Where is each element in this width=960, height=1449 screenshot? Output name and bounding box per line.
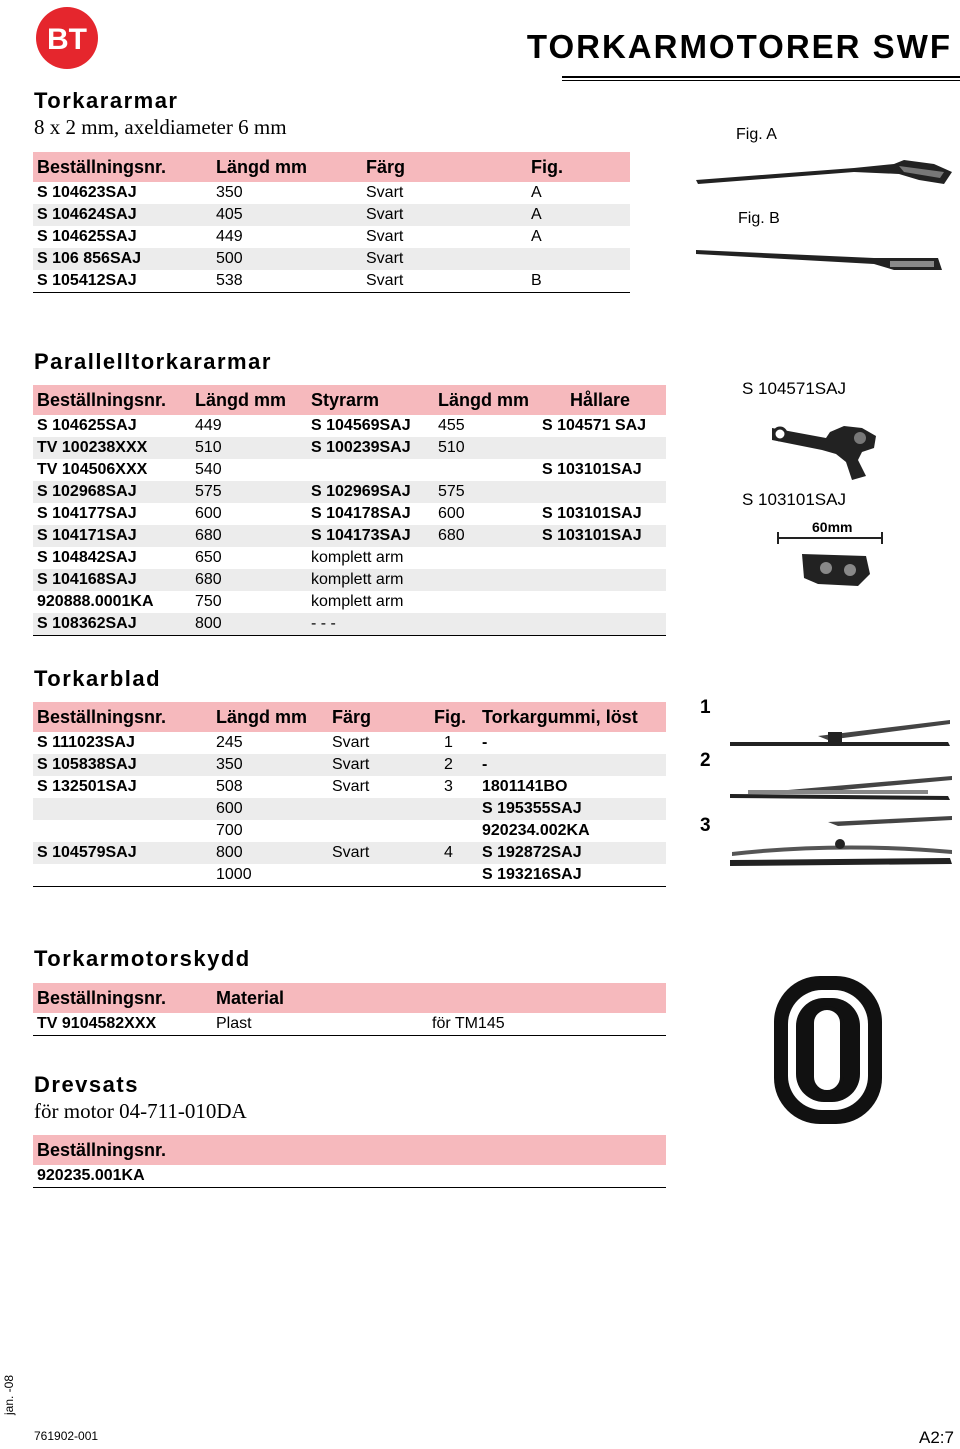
cell: - - - bbox=[307, 613, 434, 636]
header-rule bbox=[562, 76, 960, 78]
cell: S 108362SAJ bbox=[33, 613, 191, 636]
column-header: Hållare bbox=[538, 385, 666, 415]
cell bbox=[538, 569, 666, 591]
cell bbox=[538, 591, 666, 613]
cell: A bbox=[531, 228, 542, 245]
table-row bbox=[33, 1013, 666, 1036]
motor-cover-figure bbox=[766, 968, 890, 1132]
cell: S 193216SAJ bbox=[478, 864, 666, 887]
cell: 920234.002KA bbox=[482, 822, 590, 839]
column-header: Längd mm bbox=[212, 152, 362, 182]
column-header: Beställningsnr. bbox=[33, 385, 191, 415]
table-row bbox=[33, 248, 630, 270]
table-row bbox=[33, 503, 666, 525]
column-header: Längd mm bbox=[212, 702, 328, 732]
cell: 680 bbox=[434, 525, 538, 547]
wiper-blades-figure bbox=[728, 712, 958, 872]
cell: 575 bbox=[434, 481, 538, 503]
cell: 600 bbox=[212, 798, 328, 820]
blade-fig-number-2: 2 bbox=[700, 750, 711, 771]
cell: 650 bbox=[195, 549, 222, 566]
drevsats-subtitle: för motor 04-711-010DA bbox=[34, 1099, 247, 1123]
cell: S 104579SAJ bbox=[33, 842, 212, 864]
cell: för TM145 bbox=[428, 1013, 666, 1036]
cell: Svart bbox=[332, 734, 370, 751]
cell: 600 bbox=[195, 505, 222, 522]
cell: S 104624SAJ bbox=[33, 204, 212, 226]
cell bbox=[307, 459, 434, 481]
table-row bbox=[33, 754, 666, 776]
table-row bbox=[33, 864, 666, 887]
bt-logo bbox=[34, 6, 100, 70]
column-header: Färg bbox=[362, 152, 527, 182]
footer-doc-number: 761902-001 bbox=[34, 1429, 99, 1443]
parallell-table bbox=[33, 385, 666, 636]
cell: komplett arm bbox=[311, 593, 404, 610]
holder-fig-2 bbox=[774, 530, 888, 594]
table-row bbox=[33, 481, 666, 503]
cell: 800 bbox=[191, 613, 307, 636]
cell: 1801141BO bbox=[482, 778, 568, 795]
cell: S 104842SAJ bbox=[37, 549, 137, 566]
footer-date: jan. -08 bbox=[2, 1374, 16, 1416]
table-row bbox=[33, 820, 666, 842]
cell: S 192872SAJ bbox=[478, 842, 666, 864]
table-row bbox=[33, 798, 666, 820]
cell: Svart bbox=[366, 228, 404, 245]
cell: 510 bbox=[434, 437, 538, 459]
drevsats-title: Drevsats bbox=[34, 1072, 139, 1097]
cell bbox=[538, 613, 666, 636]
torkararmar-table bbox=[33, 152, 630, 293]
table-row bbox=[33, 842, 666, 864]
cell bbox=[33, 798, 212, 820]
cell: 700 bbox=[216, 822, 243, 839]
cell: S 104569SAJ bbox=[311, 417, 411, 434]
cell bbox=[527, 248, 630, 270]
cell bbox=[33, 864, 212, 887]
cell: 449 bbox=[216, 228, 243, 245]
column-header: Beställningsnr. bbox=[33, 983, 212, 1013]
cell: S 195355SAJ bbox=[478, 798, 666, 820]
table-header-row bbox=[33, 385, 666, 415]
cell: S 103101SAJ bbox=[538, 525, 666, 547]
cell bbox=[538, 481, 666, 503]
cell: 680 bbox=[191, 525, 307, 547]
table-row bbox=[33, 437, 666, 459]
table-row bbox=[33, 547, 666, 569]
cell bbox=[434, 569, 538, 591]
skydd-title: Torkarmotorskydd bbox=[34, 946, 251, 971]
cell: TV 100238XXX bbox=[33, 437, 191, 459]
cell: 920888.0001KA bbox=[37, 593, 154, 610]
cell: 449 bbox=[195, 417, 222, 434]
footer-page-number: A2:7 bbox=[919, 1428, 954, 1447]
cell: komplett arm bbox=[307, 569, 434, 591]
cell: komplett arm bbox=[311, 549, 404, 566]
cell: S 102969SAJ bbox=[307, 481, 434, 503]
table-header-row bbox=[33, 702, 666, 732]
cell: B bbox=[527, 270, 630, 293]
cell: Svart bbox=[332, 778, 370, 795]
torkarblad-table bbox=[33, 702, 666, 887]
cell: S 103101SAJ bbox=[542, 505, 642, 522]
cell: S 106 856SAJ bbox=[33, 248, 212, 270]
table-row bbox=[33, 226, 630, 248]
cell: S 104173SAJ bbox=[307, 525, 434, 547]
blade-fig-number-3: 3 bbox=[700, 815, 711, 836]
cell: 600 bbox=[438, 505, 465, 522]
table-row bbox=[33, 270, 630, 293]
cell: S 104168SAJ bbox=[33, 569, 191, 591]
holder-label-2: S 103101SAJ bbox=[742, 490, 846, 509]
cell: S 103101SAJ bbox=[542, 461, 642, 478]
cell: 245 bbox=[216, 734, 243, 751]
wiper-arm-fig-a bbox=[694, 150, 956, 192]
column-header bbox=[428, 983, 666, 1013]
cell: S 111023SAJ bbox=[37, 734, 135, 751]
cell: Svart bbox=[366, 184, 404, 201]
skydd-table bbox=[33, 983, 666, 1036]
table-row bbox=[33, 569, 666, 591]
cell: 540 bbox=[195, 461, 222, 478]
cell: S 104625SAJ bbox=[37, 228, 137, 245]
cell: 750 bbox=[195, 593, 222, 610]
table-row bbox=[33, 182, 630, 204]
torkararmar-title: Torkararmar bbox=[34, 88, 179, 113]
cell: Plast bbox=[212, 1013, 428, 1036]
table-row bbox=[33, 415, 666, 437]
cell: S 104625SAJ bbox=[37, 417, 137, 434]
column-header: Längd mm bbox=[434, 385, 538, 415]
cell: S 105412SAJ bbox=[33, 270, 212, 293]
cell: 508 bbox=[216, 778, 243, 795]
cell: Svart bbox=[328, 842, 430, 864]
cell: TV 9104582XXX bbox=[33, 1013, 212, 1036]
torkararmar-subtitle: 8 x 2 mm, axeldiameter 6 mm bbox=[34, 115, 287, 139]
holder-label-1: S 104571SAJ bbox=[742, 379, 846, 398]
cell: 405 bbox=[212, 204, 362, 226]
column-header: Beställningsnr. bbox=[33, 152, 212, 182]
cell: S 104171SAJ bbox=[33, 525, 191, 547]
drevsats-table bbox=[33, 1135, 666, 1188]
cell: TV 104506XXX bbox=[37, 461, 148, 478]
cell bbox=[430, 864, 478, 887]
cell bbox=[33, 820, 212, 842]
parallell-title: Parallelltorkararmar bbox=[34, 349, 272, 374]
cell: A bbox=[527, 204, 630, 226]
table-row bbox=[33, 732, 666, 754]
cell: S 132501SAJ bbox=[37, 778, 137, 795]
table-row bbox=[33, 776, 666, 798]
table-row bbox=[33, 591, 666, 613]
column-header: Material bbox=[212, 983, 428, 1013]
cell: 680 bbox=[191, 569, 307, 591]
cell: 1000 bbox=[212, 864, 328, 887]
fig-a-caption: Fig. A bbox=[736, 126, 777, 143]
cell: S 105838SAJ bbox=[33, 754, 212, 776]
table-row bbox=[33, 1165, 666, 1188]
cell bbox=[434, 459, 538, 481]
column-header: Längd mm bbox=[191, 385, 307, 415]
logo-text: BT bbox=[47, 23, 87, 56]
cell: 575 bbox=[191, 481, 307, 503]
cell: Svart bbox=[362, 270, 527, 293]
wiper-arm-fig-b bbox=[694, 240, 946, 276]
table-header-row bbox=[33, 152, 630, 182]
cell: 1 bbox=[444, 734, 453, 751]
column-header: Beställningsnr. bbox=[33, 1135, 666, 1165]
cell: 800 bbox=[212, 842, 328, 864]
cell: S 104623SAJ bbox=[37, 184, 137, 201]
column-header: Fig. bbox=[527, 152, 630, 182]
cell bbox=[328, 798, 430, 820]
column-header: Torkargummi, löst bbox=[478, 702, 666, 732]
table-row bbox=[33, 613, 666, 636]
cell: 3 bbox=[444, 778, 453, 795]
cell bbox=[430, 798, 478, 820]
table-row bbox=[33, 525, 666, 547]
cell: A bbox=[531, 184, 542, 201]
column-header: Styrarm bbox=[307, 385, 434, 415]
cell: 455 bbox=[438, 417, 465, 434]
cell bbox=[434, 547, 538, 569]
cell: 510 bbox=[191, 437, 307, 459]
cell: 350 bbox=[216, 184, 243, 201]
cell bbox=[434, 613, 538, 636]
cell: S 104571 SAJ bbox=[542, 417, 647, 434]
cell: 2 bbox=[430, 754, 478, 776]
page-title: TORKARMOTORER SWF bbox=[526, 28, 952, 65]
table-row bbox=[33, 459, 666, 481]
holder-fig-1 bbox=[766, 414, 886, 484]
blade-fig-number-1: 1 bbox=[700, 697, 711, 718]
table-header-row bbox=[33, 983, 666, 1013]
cell: S 104177SAJ bbox=[37, 505, 137, 522]
cell: Svart bbox=[362, 248, 527, 270]
table-row bbox=[33, 204, 630, 226]
dimension-label: 60mm bbox=[812, 519, 853, 535]
cell bbox=[434, 591, 538, 613]
cell bbox=[538, 547, 666, 569]
header-rule-thin bbox=[562, 80, 960, 81]
column-header: Fig. bbox=[430, 702, 478, 732]
cell: - bbox=[478, 754, 666, 776]
cell: 538 bbox=[212, 270, 362, 293]
cell: - bbox=[482, 734, 488, 751]
column-header: Beställningsnr. bbox=[33, 702, 212, 732]
cell: 500 bbox=[212, 248, 362, 270]
cell bbox=[328, 820, 430, 842]
torkarblad-title: Torkarblad bbox=[34, 666, 162, 691]
cell: Svart bbox=[362, 204, 527, 226]
cell: 920235.001KA bbox=[33, 1165, 666, 1188]
cell bbox=[538, 437, 666, 459]
cell bbox=[430, 820, 478, 842]
table-header-row bbox=[33, 1135, 666, 1165]
cell: Svart bbox=[328, 754, 430, 776]
cell bbox=[328, 864, 430, 887]
fig-b-caption: Fig. B bbox=[738, 210, 780, 227]
cell: S 102968SAJ bbox=[33, 481, 191, 503]
cell: 350 bbox=[212, 754, 328, 776]
cell: 4 bbox=[430, 842, 478, 864]
column-header: Färg bbox=[328, 702, 430, 732]
cell: S 100239SAJ bbox=[307, 437, 434, 459]
cell: S 104178SAJ bbox=[311, 505, 411, 522]
